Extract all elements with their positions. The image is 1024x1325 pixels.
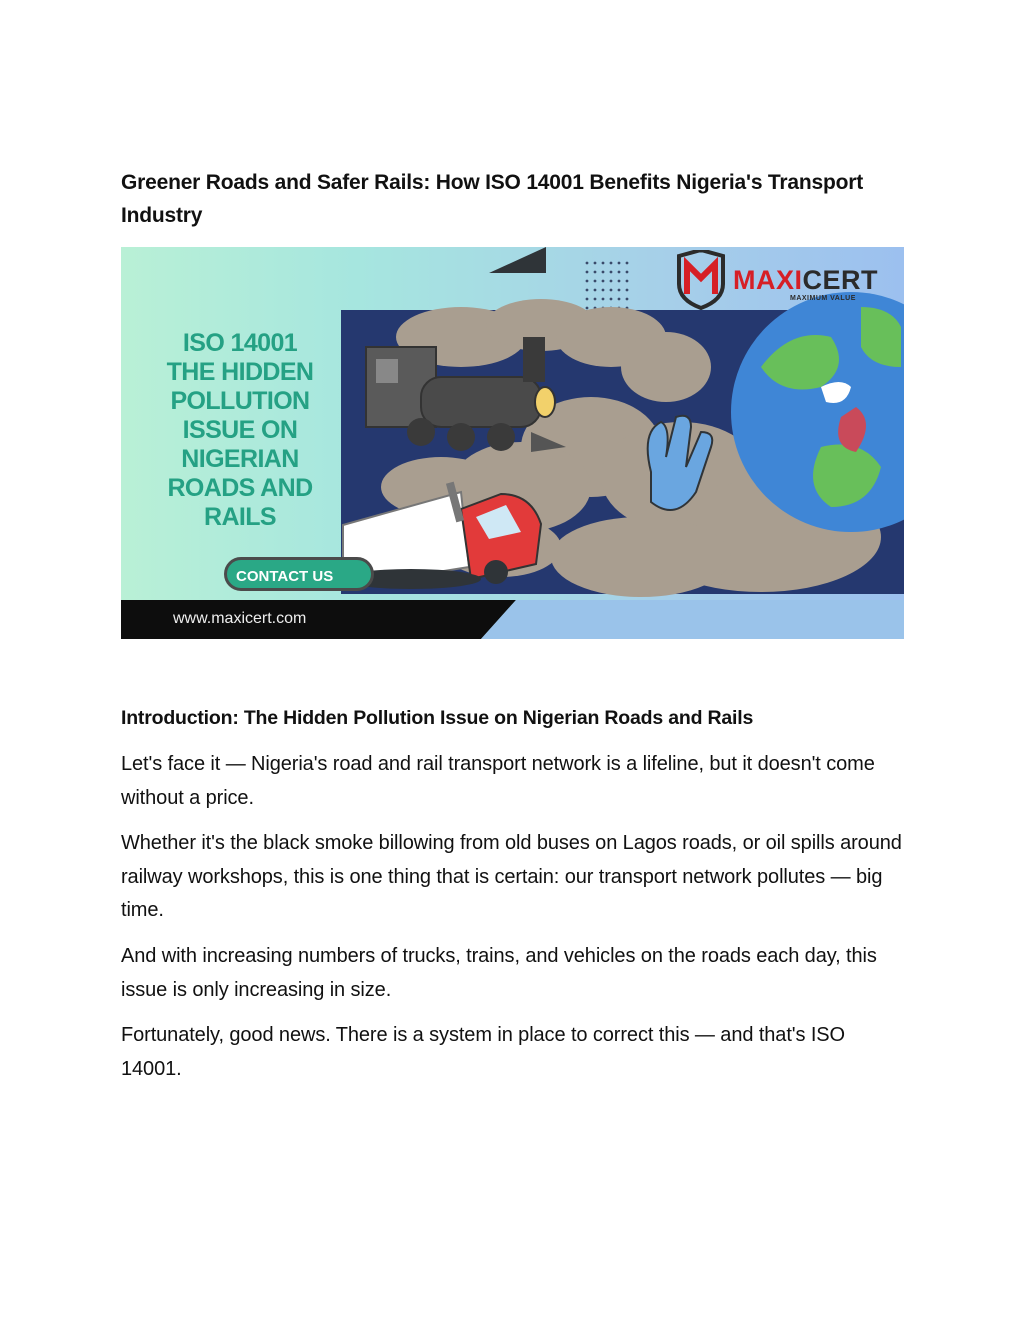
shield-m-icon bbox=[673, 250, 729, 310]
maxicert-logo bbox=[671, 250, 904, 310]
dot-grid-icon bbox=[586, 262, 629, 310]
banner-headline-line: ROADS AND bbox=[167, 474, 313, 502]
website-url: www.maxicert.com bbox=[173, 610, 307, 627]
banner-headline-line: NIGERIAN bbox=[181, 445, 299, 473]
banner-headline-line: THE HIDDEN bbox=[166, 358, 314, 386]
banner-headline-line: ISO 14001 bbox=[182, 329, 298, 357]
logo-tagline: MAXIMUM VALUE bbox=[790, 295, 856, 302]
body-paragraph: Let's face it — Nigeria's road and rail transport network is a lifeline, but it doesn't come without a price. bbox=[121, 753, 875, 809]
banner-headline bbox=[135, 329, 345, 532]
contact-us-button: CONTACT US bbox=[224, 557, 374, 591]
footer-light-strip bbox=[481, 600, 904, 639]
body-paragraph: And with increasing numbers of trucks, trains, and vehicles on the roads each day, this issue is only increasing in size. bbox=[121, 945, 877, 1001]
logo-maxi-text: MAXI bbox=[733, 265, 803, 295]
decor-triangle-icon bbox=[489, 247, 546, 273]
hero-banner-image bbox=[121, 247, 904, 639]
banner-headline-line: POLLUTION bbox=[170, 387, 310, 415]
document-title: Greener Roads and Safer Rails: How ISO 14001 Benefits Nigeria's Transport Industry bbox=[121, 171, 863, 227]
section-heading: Introduction: The Hidden Pollution Issue on Nigerian Roads and Rails bbox=[121, 707, 754, 729]
body-paragraph: Whether it's the black smoke billowing from old buses on Lagos roads, or oil spills around railway workshops, this is one thing that is certain: our transport network pollutes — big time. bbox=[121, 832, 902, 921]
banner-headline-line: RAILS bbox=[203, 503, 276, 531]
logo-wordmark bbox=[733, 266, 878, 294]
body-paragraph: Fortunately, good news. There is a system in place to correct this — and that's ISO 14001. bbox=[121, 1024, 846, 1080]
logo-cert-text: CERT bbox=[802, 265, 878, 295]
banner-headline-line: ISSUE ON bbox=[182, 416, 298, 444]
